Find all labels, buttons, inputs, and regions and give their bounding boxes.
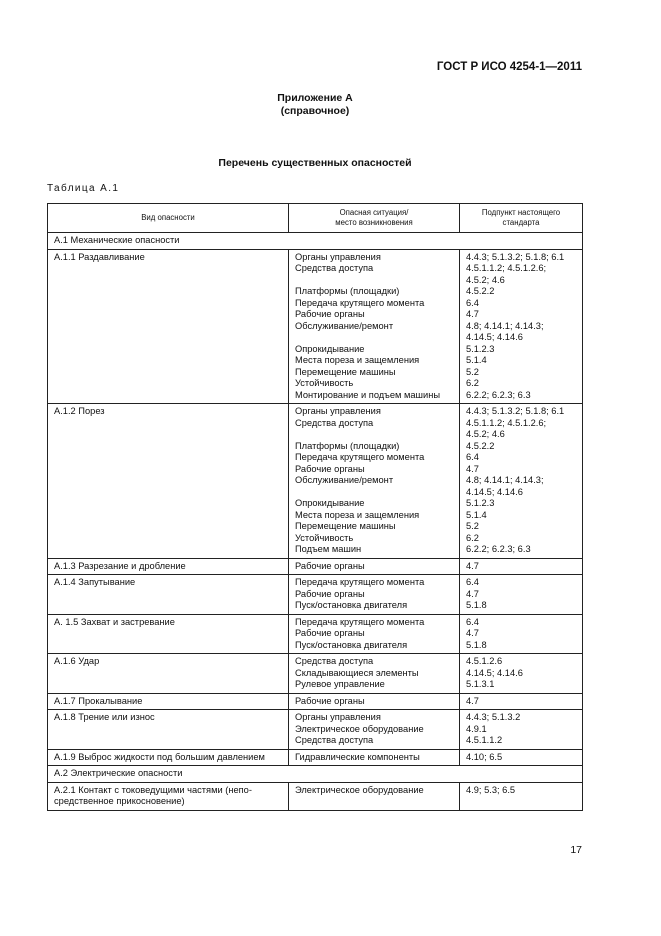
situation-item: Рабочие органы xyxy=(295,309,365,319)
table-header-row xyxy=(48,204,583,233)
table-row xyxy=(48,710,583,750)
situation-cell xyxy=(289,654,460,694)
situation-item: Передача крутящего момента xyxy=(295,297,425,308)
clause-cell xyxy=(460,575,583,615)
clause-item: 6.4 xyxy=(466,452,479,462)
clause-item: 6.4 xyxy=(466,297,479,308)
situation-item: Средства доступа xyxy=(295,735,374,745)
clause-cell xyxy=(460,404,583,559)
clause-item: 5.1.8 xyxy=(466,600,487,610)
clause-item: 4.7 xyxy=(466,309,479,319)
situation-item: Органы управления xyxy=(295,406,381,416)
clause-cell: 4.10; 6.5 xyxy=(460,749,583,766)
clause-item: 6.4 xyxy=(466,616,479,627)
clause-cell: 4.7 xyxy=(460,558,583,575)
clause-item: 4.5.2.2 xyxy=(466,286,495,296)
table-row xyxy=(48,654,583,694)
clause-item: 5.2 xyxy=(466,521,479,531)
section-row xyxy=(48,233,583,250)
situation-item: Складывающиеся элементы xyxy=(295,667,419,678)
hazard-cell: А.1.3 Разрезание и дробление xyxy=(48,558,289,575)
clause-item: 5.1.8 xyxy=(466,639,487,650)
hazard-cell: А.1.9 Выброс жидкости под большим давлением xyxy=(48,749,289,766)
hazards-table xyxy=(47,203,583,811)
header-situation-line: Опасная ситуация/ xyxy=(339,208,409,217)
situation-item: Средства доступа xyxy=(295,263,374,273)
clause-item: 4.5.2; 4.6 xyxy=(466,429,505,439)
clause-item: 5.1.4 xyxy=(466,509,487,520)
clause-item: 4.7 xyxy=(466,463,479,474)
situation-item: Передача крутящего момента xyxy=(295,452,425,462)
clause-item: 4.14.5; 4.14.6 xyxy=(466,667,523,678)
clause-item: 4.14.5; 4.14.6 xyxy=(466,486,523,497)
clause-item: 4.4.3; 5.1.3.2; 5.1.8; 6.1 xyxy=(466,251,565,262)
situation-item: Устойчивость xyxy=(295,378,354,388)
situation-item: Места пореза и защемления xyxy=(295,355,420,365)
situation-item: Пуск/остановка двигателя xyxy=(295,600,408,610)
header-situation-line: место возникновения xyxy=(335,218,413,227)
situation-item: Рабочие органы xyxy=(295,588,365,599)
hazard-line: средственное прикосновение) xyxy=(54,796,185,806)
situation-cell xyxy=(289,249,460,404)
document-title: Перечень существенных опасностей xyxy=(218,157,412,169)
hazard-line: А.2.1 Контакт с токоведущими частями (непо- xyxy=(54,784,252,795)
situation-cell: Электрическое оборудование xyxy=(289,782,460,810)
clause-item: 4.9.1 xyxy=(466,723,487,734)
clause-item: 5.1.4 xyxy=(466,355,487,365)
hazard-cell: А. 1.5 Захват и застревание xyxy=(48,614,289,654)
header-hazard: Вид опасности xyxy=(48,204,289,233)
header-situation xyxy=(289,204,460,233)
situation-cell: Рабочие органы xyxy=(289,693,460,710)
clause-cell: 4.9; 5.3; 6.5 xyxy=(460,782,583,810)
clause-item: 4.4.3; 5.1.3.2; 5.1.8; 6.1 xyxy=(466,406,565,416)
situation-item: Монтирование и подъем машины xyxy=(295,389,441,400)
clause-item: 5.2 xyxy=(466,366,479,377)
header-clause-line: Подпункт настоящего xyxy=(481,208,561,217)
situation-item: Перемещение машины xyxy=(295,366,396,377)
clause-item: 6.2 xyxy=(466,378,479,388)
situation-item: Места пореза и защемления xyxy=(295,509,420,520)
clause-cell: 4.7 xyxy=(460,693,583,710)
situation-cell xyxy=(289,710,460,750)
clause-item: 4.7 xyxy=(466,628,479,638)
situation-item: Пуск/остановка двигателя xyxy=(295,639,408,650)
situation-item: Опрокидывание xyxy=(295,498,365,508)
table-row xyxy=(48,558,583,575)
clause-item: 6.2.2; 6.2.3; 6.3 xyxy=(466,389,531,400)
clause-item: 4.5.1.1.2; 4.5.1.2.6; xyxy=(466,417,547,428)
situation-item: Передача крутящего момента xyxy=(295,577,425,587)
clause-item: 6.4 xyxy=(466,577,479,587)
situation-item: Устойчивость xyxy=(295,532,354,543)
table-row xyxy=(48,693,583,710)
clause-item: 4.5.1.1.2; 4.5.1.2.6; xyxy=(466,263,547,273)
situation-item: Обслуживание/ремонт xyxy=(295,475,394,485)
clause-item: 4.8; 4.14.1; 4.14.3; xyxy=(466,320,544,331)
situation-item: Рабочие органы xyxy=(295,463,365,474)
situation-item: Обслуживание/ремонт xyxy=(295,320,394,331)
clause-item: 6.2.2; 6.2.3; 6.3 xyxy=(466,544,531,554)
table-row xyxy=(48,249,583,404)
appendix-subtitle: (справочное) xyxy=(280,105,350,117)
hazard-cell: А.1.2 Порез xyxy=(48,404,289,559)
situation-item: Платформы (площадки) xyxy=(295,440,400,451)
table-row xyxy=(48,404,583,559)
hazard-cell: А.1.4 Запутывание xyxy=(48,575,289,615)
situation-item: Органы управления xyxy=(295,712,381,722)
situation-item: Органы управления xyxy=(295,251,381,262)
section-electrical: А.2 Электрические опасности xyxy=(48,766,583,783)
clause-item: 5.1.2.3 xyxy=(466,498,495,508)
situation-item: Рулевое управление xyxy=(295,679,385,689)
situation-item: Платформы (площадки) xyxy=(295,286,400,296)
hazard-cell xyxy=(48,782,289,810)
hazard-cell: А.1.7 Прокалывание xyxy=(48,693,289,710)
clause-item: 4.4.3; 5.1.3.2 xyxy=(466,712,521,722)
clause-item: 4.5.2; 4.6 xyxy=(466,274,505,285)
situation-item: Опрокидывание xyxy=(295,343,365,354)
page-number: 17 xyxy=(570,844,582,856)
table-row xyxy=(48,782,583,810)
situation-item: Рабочие органы xyxy=(295,628,365,638)
clause-item: 4.8; 4.14.1; 4.14.3; xyxy=(466,475,544,485)
situation-cell xyxy=(289,575,460,615)
clause-item: 5.1.3.1 xyxy=(466,679,495,689)
situation-cell xyxy=(289,614,460,654)
situation-item: Перемещение машины xyxy=(295,521,396,531)
header-clause xyxy=(460,204,583,233)
situation-cell xyxy=(289,404,460,559)
clause-item: 6.2 xyxy=(466,532,479,543)
clause-item: 4.5.1.1.2 xyxy=(466,735,503,745)
clause-cell xyxy=(460,710,583,750)
situation-item: Средства доступа xyxy=(295,656,374,666)
hazard-cell: А.1.8 Трение или износ xyxy=(48,710,289,750)
clause-item: 4.5.1.2.6 xyxy=(466,656,503,666)
section-row xyxy=(48,766,583,783)
header-clause-line: стандарта xyxy=(502,218,540,227)
situation-cell: Рабочие органы xyxy=(289,558,460,575)
table-caption: Таблица А.1 xyxy=(47,183,120,194)
clause-cell xyxy=(460,614,583,654)
table-row xyxy=(48,575,583,615)
situation-item: Средства доступа xyxy=(295,417,374,428)
situation-item: Электрическое оборудование xyxy=(295,723,424,734)
section-mechanical: А.1 Механические опасности xyxy=(48,233,583,250)
clause-cell xyxy=(460,654,583,694)
situation-item: Передача крутящего момента xyxy=(295,616,425,627)
clause-item: 4.5.2.2 xyxy=(466,440,495,451)
clause-cell xyxy=(460,249,583,404)
clause-item: 5.1.2.3 xyxy=(466,343,495,354)
hazard-cell: А.1.1 Раздавливание xyxy=(48,249,289,404)
hazard-cell: А.1.6 Удар xyxy=(48,654,289,694)
situation-item: Подъем машин xyxy=(295,544,362,554)
standard-code: ГОСТ Р ИСО 4254-1—2011 xyxy=(436,61,582,73)
table-row xyxy=(48,614,583,654)
clause-item: 4.14.5; 4.14.6 xyxy=(466,332,523,342)
situation-cell: Гидравлические компоненты xyxy=(289,749,460,766)
appendix-title: Приложение А xyxy=(277,92,353,104)
appendix-heading xyxy=(0,92,630,118)
table-row xyxy=(48,749,583,766)
clause-item: 4.7 xyxy=(466,588,479,599)
